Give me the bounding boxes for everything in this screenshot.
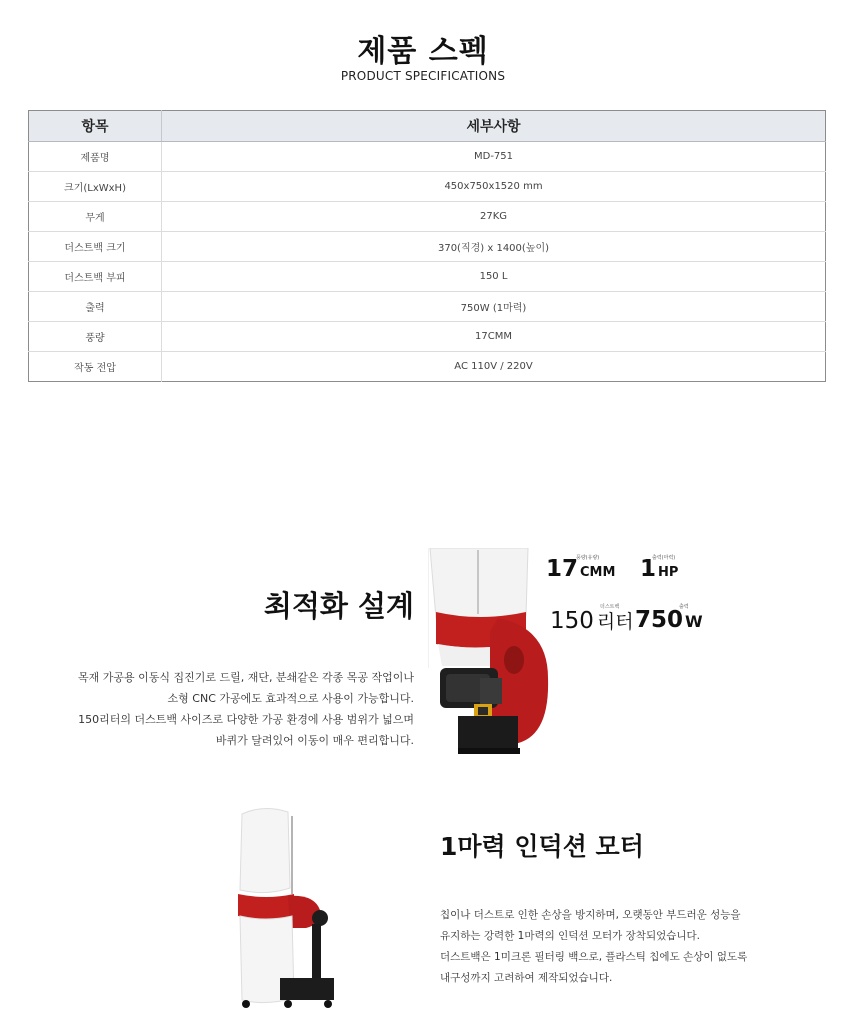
airflow-value: 17 [546,556,579,582]
dustbag-volume-stat [550,604,634,634]
dustbag-value: 150 [550,608,594,634]
section1-description [60,667,414,751]
table-row [29,142,826,172]
spec-label: 더스트백 부피 [29,262,162,292]
horsepower-unit: HP [658,565,679,580]
spec-label: 출력 [29,292,162,322]
dustbag-unit: 리터 [596,611,634,633]
spec-header-item: 항목 [29,111,162,142]
section2-title: 1마력 인덕션 모터 [440,832,644,861]
section1-line: 목재 가공용 이동식 집진기로 드릴, 재단, 분쇄같은 각종 목공 작업이나 [78,671,414,684]
spec-label: 더스트백 크기 [29,232,162,262]
output-value: 750 [635,607,684,633]
output-caption: 출력 [679,604,689,610]
section1-line: 소형 CNC 가공에도 효과적으로 사용이 가능합니다. [167,692,414,705]
spec-value: 150 L [162,262,826,292]
horsepower-stat [640,556,678,582]
output-unit: W [685,612,703,631]
spec-value: 750W (1마력) [162,292,826,322]
section2-description [440,905,760,989]
spec-value: 17CMM [162,322,826,352]
section2-line: 유지하는 강력한 1마력의 인덕션 모터가 장착되었습니다. [440,930,700,942]
section2-line: 내구성까지 고려하여 제작되었습니다. [440,972,613,984]
dustbag-caption: 더스트백 [600,604,620,610]
spec-label: 작동 전압 [29,352,162,382]
horsepower-caption: 출력(마력) [652,555,676,561]
table-row [29,292,826,322]
spec-value: 370(직경) x 1400(높이) [162,232,826,262]
airflow-caption: 풍량(유량) [576,555,600,561]
spec-header-detail: 세부사항 [162,111,826,142]
airflow-stat [546,556,615,582]
spec-label: 제품명 [29,142,162,172]
section1-line: 바퀴가 달려있어 이동이 매우 편리합니다. [215,734,414,747]
table-row [29,172,826,202]
table-row [29,352,826,382]
spec-label: 풍량 [29,322,162,352]
dust-collector-image [236,806,336,1010]
table-row [29,262,826,292]
motor-closeup-image [428,548,552,758]
spec-value: 450x750x1520 mm [162,172,826,202]
airflow-unit: CMM [580,565,616,580]
page-title: 제품 스펙 [357,34,489,69]
table-row [29,202,826,232]
horsepower-value: 1 [640,556,657,582]
spec-table [28,110,826,382]
table-row [29,322,826,352]
section1-title: 최적화 설계 [263,589,414,623]
spec-value: MD-751 [162,142,826,172]
spec-value: AC 110V / 220V [162,352,826,382]
section1-line: 150리터의 더스트백 사이즈로 다양한 가공 환경에 사용 범위가 넓으며 [78,713,414,726]
spec-value: 27KG [162,202,826,232]
section2-line: 더스트백은 1미크론 필터링 백으로, 플라스틱 칩에도 손상이 없도록 [440,951,748,963]
spec-label: 크기(LxWxH) [29,172,162,202]
table-row [29,232,826,262]
spec-table-header-row [29,111,826,142]
output-watt-stat [635,604,703,633]
page-subtitle: PRODUCT SPECIFICATIONS [340,69,506,83]
spec-label: 무게 [29,202,162,232]
section2-line: 칩이나 더스트로 인한 손상을 방지하며, 오랫동안 부드러운 성능을 [440,909,741,921]
